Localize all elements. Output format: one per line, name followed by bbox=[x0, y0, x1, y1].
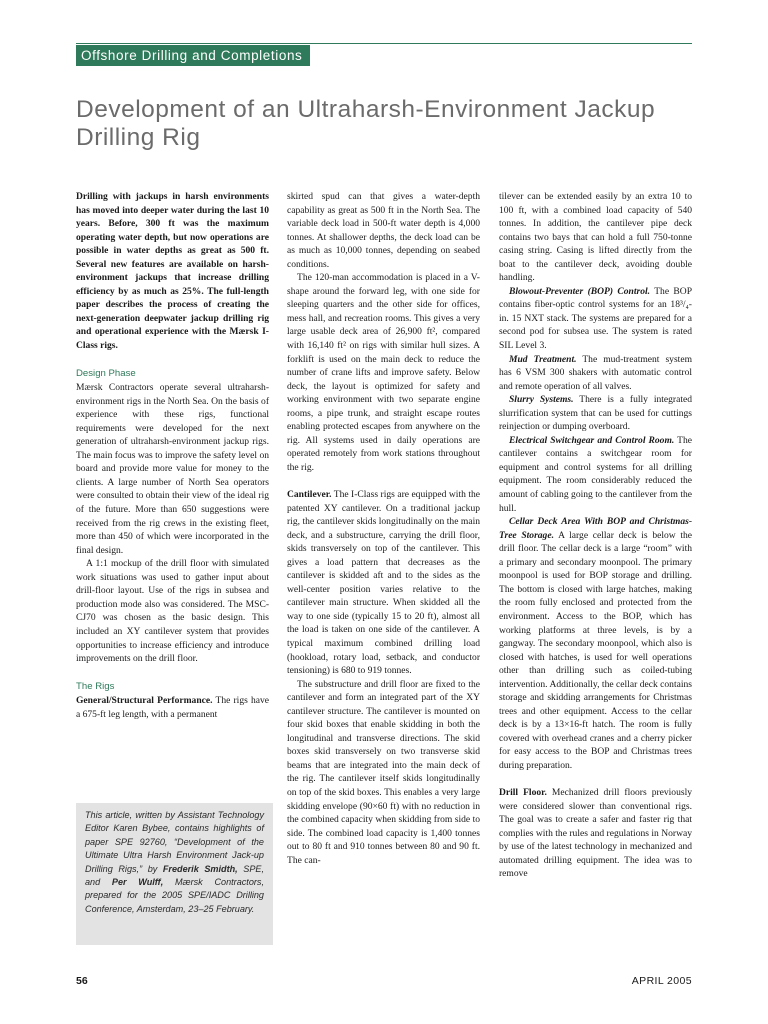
paragraph-text: The I-Class rigs are equipped with the patented XY cantilever. On a traditional jackup rig, the cantilever skids longitudinally on the main deck, and a substructure, carrying the drill floor, skids transversely on top of the cantilever. This gives a load pattern that decreases as the cantilever is skidded aft and to the sides as the well-center position varies relative to the cantilever main structure. When skidded all the way to one side (typically 15 to 20 ft), almost all the load is taken on one side of the cantilever. A typical maximum combined drilling load (hookload, rotary load, setback, and conductor tensioning) is 680 to 919 tonnes. bbox=[287, 488, 480, 677]
run-in-heading: Electrical Switchgear and Control Room. bbox=[509, 434, 675, 446]
paragraph: tilever can be extended easily by an extra 10 to 100 ft, with a combined load capacity of 540 tonnes. In addition, the cantilever pipe deck contains two bays that can hold a full 750-tonne casing string. Casing is lifted directly from the boat to the cantilever deck, avoiding double handling. bbox=[499, 191, 692, 284]
paragraph-text: Mechanized drill floors previously were considered slower than conventional rigs. The goal was to create a safer and faster rig that complies with the rules and regulations in Norway by use of the latest technology in mechanized and automated drilling equipment. The idea was to remove bbox=[499, 787, 692, 880]
paragraph bbox=[499, 434, 692, 515]
article-note-box bbox=[76, 803, 273, 945]
page-number: 56 bbox=[76, 975, 88, 987]
note-text: This article, written by Assistant Technology Editor Karen Bybee, contains highlights of paper SPE 92760, “Development of the Ultimate Ultra Harsh Environment Jack-up Drilling Rigs,” by bbox=[85, 810, 264, 874]
column-3 bbox=[499, 190, 692, 881]
paragraph-text: The BOP contains fiber-optic control systems for an 18³/₄-in. 15 NXT stack. The systems are prepared for a second pod for subsea use. The system is rated SIL Level 3. bbox=[499, 285, 692, 352]
paragraph bbox=[287, 488, 480, 678]
run-in-heading: Cellar Deck Area With BOP and Christmas-Tree Storage. bbox=[499, 516, 692, 541]
column-2 bbox=[287, 190, 480, 867]
abstract: Drilling with jackups in harsh environments has moved into deeper water during the last 10 years. Before, 300 ft was the maximum operating water depth, but now operations are possible in water depths as great as 500 ft. Several new features are available on harsh-environment jackups that increase drilling efficiency by as much as 25%. The full-length paper describes the process of creating the next-generation deepwater jackup drilling rig and operational experience with the Mærsk I-Class rigs. bbox=[76, 191, 269, 352]
run-in-heading: Cantilever. bbox=[287, 488, 332, 500]
paragraph: The substructure and drill floor are fixed to the cantilever and form an integrated part of the XY cantilever structure. The cantilever is mounted on four skid boxes that enable skidding in both the longitudinal and transverse directions. The skid boxes skid transversely on two transverse skid beams that are integrated into the main deck of the rig. The cantilever itself skids longitudinally on top of the skid boxes. This enables a very large skidding envelope (90×60 ft) with no reduction in the combined capacity when skidding from side to side. The combined load capacity is 1,400 tonnes out to 80 ft and 910 tonnes between 80 and 90 ft. The can- bbox=[287, 678, 480, 866]
paragraph: A 1:1 mockup of the drill floor with simulated work situations was used to gather input about drill-floor layout. Use of the rigs in subsea and production mode also was considered. The MSC-CJ70 was chosen as the basic design. This included an XY cantilever system that provides opportunities to increase efficiency and introduce improvements on the drill floor. bbox=[76, 558, 269, 665]
note-text: Mærsk Contractors, prepared for the 2005 SPE/IADC Drilling Conference, Amsterdam, 23–25 February. bbox=[85, 877, 264, 914]
run-in-heading: Drill Floor. bbox=[499, 787, 547, 799]
the-rigs-heading: The Rigs bbox=[76, 680, 115, 692]
paragraph-text: A large cellar deck is below the drill floor. The cellar deck is a large “room” with a primary and secondary moonpool. The primary moonpool is used for BOP storage and drilling. The bottom is closed with large hatches, making the room fully enclosed and protected from the environment. Access to the BOP, which has working platforms at three levels, is by a gangway. The secondary moonpool, which also is closed with hatches, is used for well operations other than drilling such as coiled-tubing intervention. Additionally, the cellar deck contains storage and skidding arrangements for Christmas trees and other equipment. Access to the cellar deck is by a 13×16-ft hatch. The room is fully covered with overhead cranes and a cherry picker for easy access to the BOP and Christmas trees during preparation. bbox=[499, 529, 692, 771]
paragraph: skirted spud can that gives a water-depth capability as great as 500 ft in the North Sea. The variable deck load in 500-ft water depth is 4,000 tonnes. At shallower depths, the deck load can be as much as 10,000 tonnes, depending on seabed conditions. bbox=[287, 191, 480, 270]
column-1 bbox=[76, 190, 269, 721]
header-rule bbox=[76, 43, 692, 44]
article-title: Development of an Ultraharsh-Environment Jackup Drilling Rig bbox=[76, 96, 656, 151]
note-text: SPE, and bbox=[85, 863, 264, 888]
section-label: Offshore Drilling and Completions bbox=[76, 45, 310, 66]
run-in-heading: Mud Treatment. bbox=[509, 353, 577, 365]
paragraph-text: The rigs have a 675-ft leg length, with a permanent bbox=[76, 695, 269, 720]
paragraph bbox=[499, 393, 692, 434]
paragraph bbox=[76, 694, 269, 721]
paragraph bbox=[499, 786, 692, 881]
paragraph-text: There is a fully integrated slurrification system that can be used for cuttings reinjection or dumping overboard. bbox=[499, 394, 693, 433]
paragraph bbox=[499, 285, 692, 353]
issue-date: APRIL 2005 bbox=[631, 975, 692, 987]
run-in-heading: Blowout-Preventer (BOP) Control. bbox=[509, 285, 651, 297]
run-in-heading: Slurry Systems. bbox=[509, 394, 574, 406]
author-name: Frederik Smidth, bbox=[162, 863, 238, 874]
design-phase-heading: Design Phase bbox=[76, 367, 136, 379]
paragraph-text: The mud-treatment system has 6 VSM 300 shakers with automatic control and remote operation of all valves. bbox=[499, 353, 692, 392]
paragraph: Mærsk Contractors operate several ultraharsh-environment rigs in the North Sea. On the basis of experience with these rigs, functional requirements were developed for the next generation of ultraharsh-environment jackup rigs. The main focus was to improve the safety level on board and provide more value for money to the clients. A large number of North Sea operators were consulted to obtain their view of the ideal rig of the future. More than 650 suggestions were received from the rig crews in the existing fleet, more than 450 of which were incorporated in the final design. bbox=[76, 382, 269, 556]
paragraph-text: The cantilever contains a switchgear room for equipment and control systems for all drilling equipment. The room considerably reduced the amount of cabling going to the cantilever from the hull. bbox=[499, 434, 692, 514]
paragraph bbox=[499, 353, 692, 394]
paragraph bbox=[499, 515, 692, 772]
author-name: Per Wulff, bbox=[111, 877, 164, 888]
run-in-heading: General/Structural Performance. bbox=[76, 695, 213, 707]
paragraph: The 120-man accommodation is placed in a V-shape around the forward leg, with one side for sleeping quarters and the other side for offices, mess hall, and recreation rooms. This gives a very large usable deck area of 26,900 ft², compared with 16,140 ft² on rigs with similar hull sizes. A forklift is used on the main deck to reduce the number of crane lifts and improve safety. Below deck, the layout is optimized for safety and working environment with two separate engine rooms, a pipe trunk, and straight escape routes enabling protected escapes from anywhere on the rig. All systems used in daily operations are operated remotely from work stations throughout the rig. bbox=[287, 272, 480, 473]
